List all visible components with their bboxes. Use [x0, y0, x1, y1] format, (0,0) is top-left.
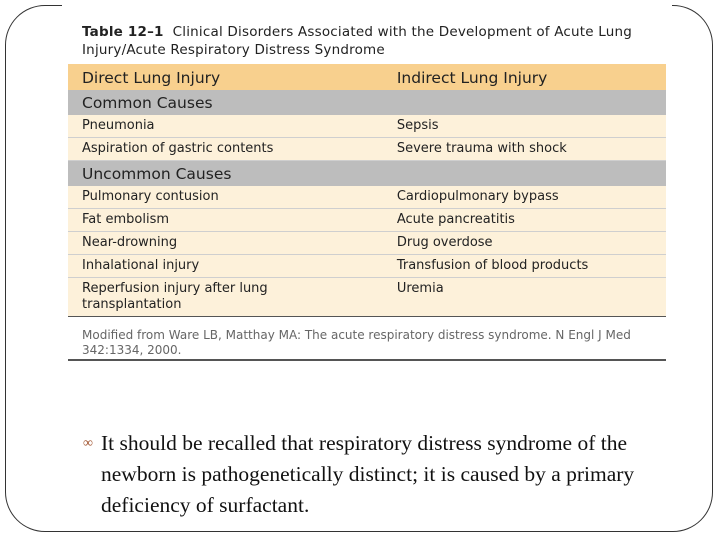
section-label: Common Causes: [68, 90, 666, 115]
bullet-paragraph: [83, 428, 691, 521]
table-caption: Clinical Disorders Associated with the Development of Acute Lung Injury/Acute Respiratory Distress Syndrome: [82, 24, 633, 58]
section-row: [68, 90, 666, 115]
header-direct: Direct Lung Injury: [68, 64, 383, 90]
cell: Cardiopulmonary bypass: [383, 186, 666, 209]
table-row: [68, 232, 666, 255]
table-source-note: Modified from Ware LB, Matthay MA: The acute respiratory distress syndrome. N Engl J Med 342:1334, 2000.: [82, 328, 631, 357]
section-label: Uncommon Causes: [68, 161, 666, 187]
cell: Sepsis: [383, 115, 666, 138]
table-row: [68, 255, 666, 278]
cell: Near-drowning: [68, 232, 383, 255]
cell: Aspiration of gastric contents: [68, 138, 383, 161]
cell: Drug overdose: [383, 232, 666, 255]
table-row: [68, 278, 666, 317]
cell: Uremia: [383, 278, 666, 317]
cell: Pulmonary contusion: [68, 186, 383, 209]
table-row: [68, 138, 666, 161]
table-row: [68, 209, 666, 232]
disorders-table: [68, 64, 666, 317]
header-row: [68, 64, 666, 90]
header-indirect: Indirect Lung Injury: [383, 64, 666, 90]
section-row: [68, 161, 666, 187]
bullet-text: It should be recalled that respiratory distress syndrome of the newborn is pathogenetically distinct; it is caused by a primary deficiency of surfactant.: [101, 431, 635, 517]
cell: Fat embolism: [68, 209, 383, 232]
table-row: [68, 115, 666, 138]
cell: Severe trauma with shock: [383, 138, 666, 161]
table-row: [68, 186, 666, 209]
table-image: [62, 0, 672, 368]
bullet-marker-icon: ∞: [83, 436, 93, 451]
cell: Acute pancreatitis: [383, 209, 666, 232]
cell: Reperfusion injury after lung transplantation: [68, 278, 383, 317]
table-bottom-rule: [68, 359, 666, 361]
table-title: [82, 23, 672, 59]
table-number: Table 12–1: [82, 24, 164, 40]
cell: Transfusion of blood products: [383, 255, 666, 278]
cell: Inhalational injury: [68, 255, 383, 278]
cell: Pneumonia: [68, 115, 383, 138]
